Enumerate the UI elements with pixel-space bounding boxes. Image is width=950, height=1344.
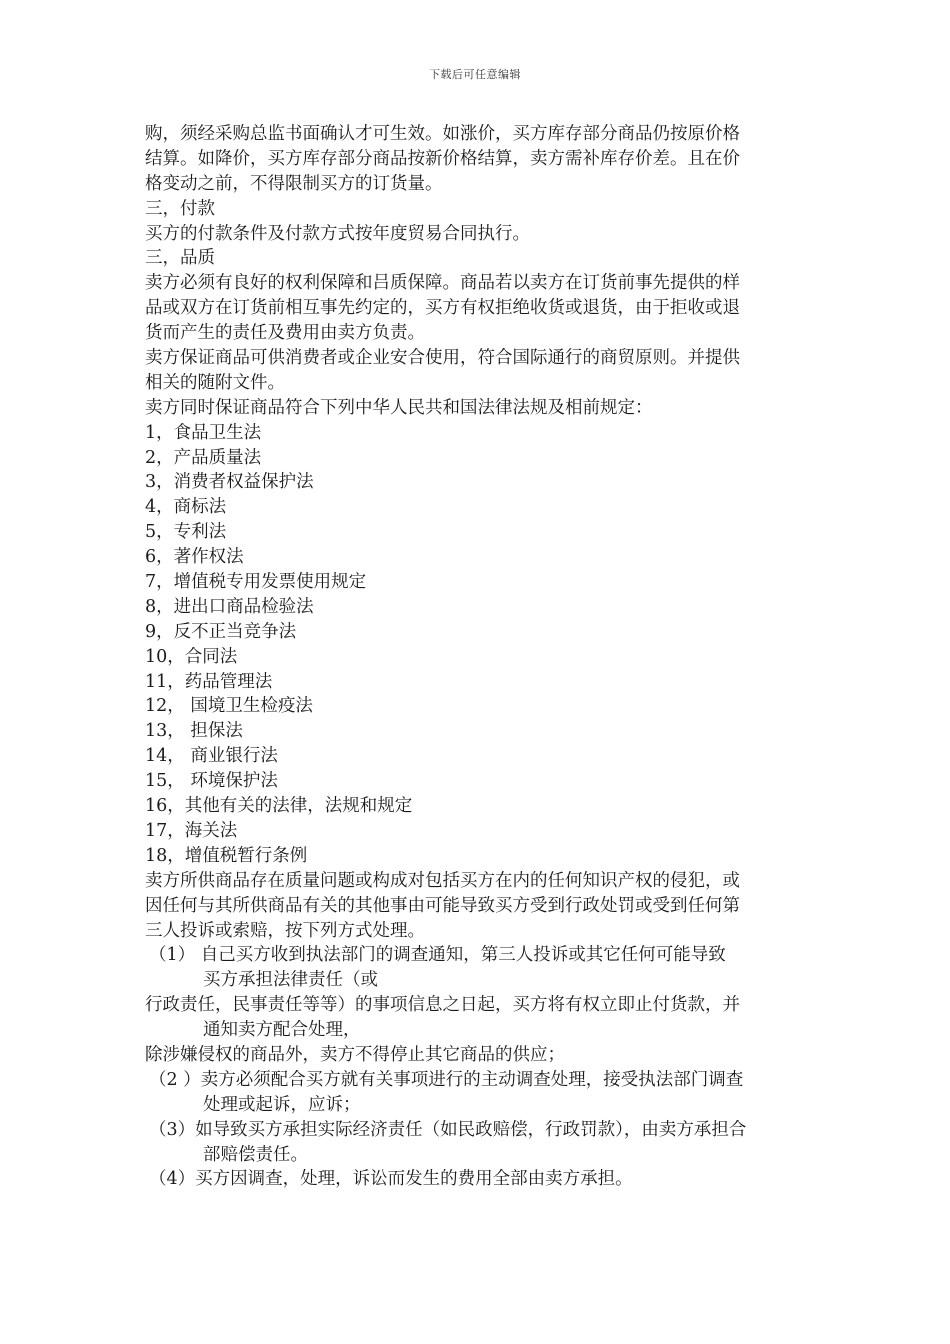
text-line: 购，须经采购总监书面确认才可生效。如涨价，买方库存部分商品仍按原价格: [145, 124, 740, 144]
law-list-item: 14， 商业银行法: [145, 746, 278, 767]
clause-item: （4）买方因调查，处理，诉讼而发生的费用全部由卖方承担。: [149, 1169, 633, 1190]
law-list-item: 8，进出口商品检验法: [145, 596, 314, 617]
text-line: 三人投诉或索赔，按下列方式处理。: [145, 920, 425, 941]
text-line: 除涉嫌侵权的商品外，卖方不得停止其它商品的供应；: [145, 1044, 565, 1065]
clause-item: （2 ）卖方必须配合买方就有关事项进行的主动调查处理，接受执法部门调查: [149, 1069, 744, 1090]
law-list-item: 5，专利法: [145, 522, 227, 543]
law-list-item: 12， 国境卫生检疫法: [145, 696, 313, 717]
text-line: 因任何与其所供商品有关的其他事由可能导致买方受到行政处罚或受到任何第: [145, 895, 740, 916]
law-list-item: 4，商标法: [145, 497, 227, 518]
law-list-item: 10，合同法: [145, 646, 238, 667]
text-line: 买方的付款条件及付款方式按年度贸易合同执行。: [145, 223, 530, 244]
law-list-item: 3，消费者权益保护法: [145, 472, 314, 493]
law-list-item: 9，反不正当竞争法: [145, 621, 297, 642]
text-line: 卖方保证商品可供消费者或企业安合使用，符合国际通行的商贸原则。并提供: [145, 348, 740, 369]
text-line: 行政责任，民事责任等等）的事项信息之日起，买方将有权立即止付货款，并: [145, 995, 740, 1016]
text-line: 品或双方在订货前相互事先约定的，买方有权拒绝收货或退货，由于拒收或退: [145, 298, 740, 319]
law-list-item: 6，著作权法: [145, 547, 244, 568]
text-line: 卖方同时保证商品符合下列中华人民共和国法律法规及相前规定：: [145, 397, 653, 418]
law-list-item: 15， 环境保护法: [145, 771, 278, 792]
law-list-item: 2，产品质量法: [145, 447, 262, 468]
clause-item: （1） 自己买方收到执法部门的调查通知，第三人投诉或其它任何可能导致: [149, 945, 726, 966]
section-heading-quality: 三，品质: [145, 248, 215, 269]
text-line: 卖方所供商品存在质量问题或构成对包括买方在内的任何知识产权的侵犯，或: [145, 870, 740, 891]
clause-continuation: 通知卖方配合处理，: [203, 1020, 361, 1041]
text-line: 卖方必须有良好的权利保障和吕质保障。商品若以卖方在订货前事先提供的样: [145, 273, 740, 294]
clause-continuation: 买方承担法律责任（或: [203, 970, 378, 991]
document-body: [145, 122, 815, 1192]
clause-item: （3）如导致买方承担实际经济责任（如民政赔偿，行政罚款），由卖方承担合: [149, 1119, 747, 1140]
clause-continuation: 部赔偿责任。: [203, 1144, 308, 1165]
law-list-item: 18，增值税暂行条例: [145, 845, 308, 866]
section-heading-payment: 三，付款: [145, 198, 215, 219]
law-list-item: 11，药品管理法: [145, 671, 273, 692]
text-line: 相关的随附文件。: [145, 372, 285, 393]
text-line: 格变动之前，不得限制买方的订货量。: [145, 173, 443, 194]
law-list-item: 16，其他有关的法律，法规和规定: [145, 796, 413, 817]
text-line: 结算。如降价，买方库存部分商品按新价格结算，卖方需补库存价差。且在价: [145, 148, 740, 169]
page-header: 下载后可任意编辑: [429, 68, 521, 81]
law-list-item: 1，食品卫生法: [145, 422, 262, 443]
clause-continuation: 处理或起诉，应诉；: [203, 1094, 361, 1115]
text-line: 货而产生的责任及费用由卖方负责。: [145, 323, 425, 344]
law-list-item: 13， 担保法: [145, 721, 243, 742]
law-list-item: 7，增值税专用发票使用规定: [145, 572, 367, 593]
law-list-item: 17，海关法: [145, 820, 238, 841]
